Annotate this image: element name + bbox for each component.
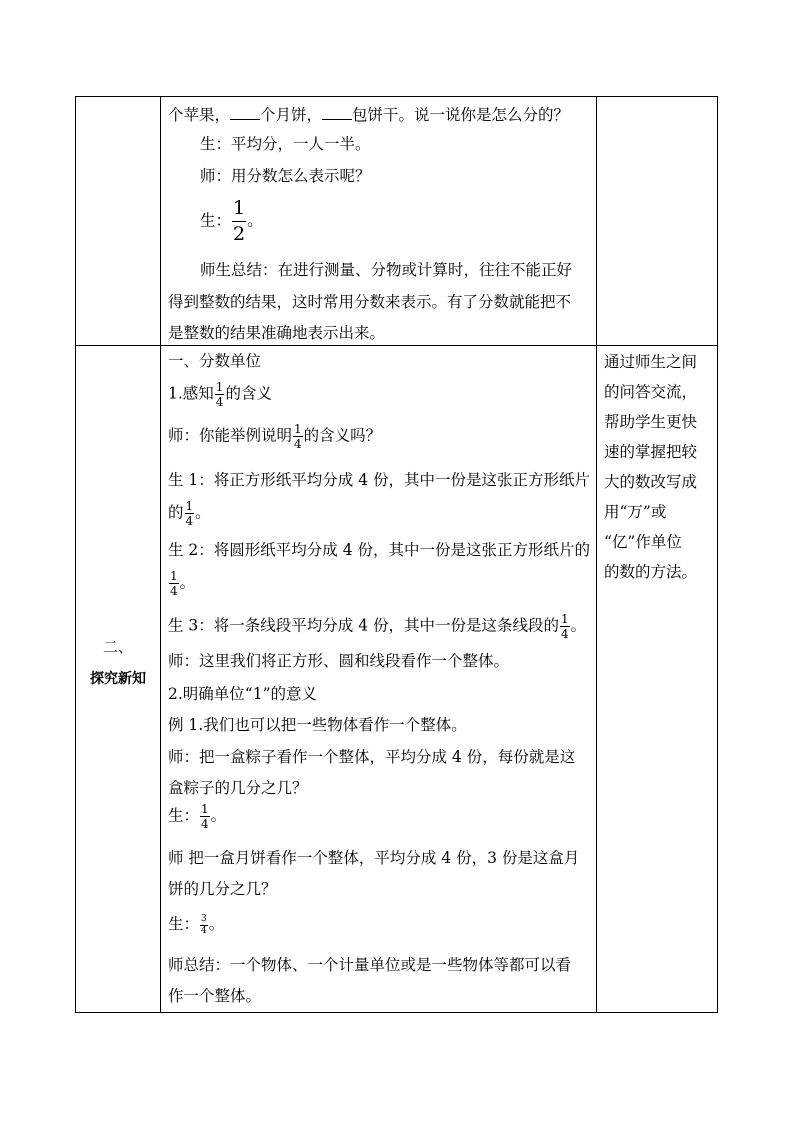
- fill-blank-1: [230, 103, 260, 120]
- fraction-one-quarter: $\frac{1}{4}$: [294, 422, 302, 451]
- lesson-table: [75, 96, 718, 1013]
- line-2: 师：你能举例说明 $\frac{1}{4}$ 的含义吗？: [168, 422, 382, 451]
- line-13: 生： $\frac{1}{4}$ 。: [168, 802, 227, 831]
- line-10: 例 1.我们也可以把一些物体看作一个整体。: [168, 716, 467, 734]
- fraction-three-quarters: $\frac{3}{4}$: [201, 913, 207, 936]
- top-line-4: [200, 199, 263, 244]
- line-15: 饼的几分之几？: [168, 880, 277, 898]
- top-line-5: 师生总结：在进行测量、分物或计算时，往往不能正好: [200, 261, 573, 279]
- text: 。: [247, 211, 263, 230]
- line-8: 师：这里我们将正方形、圆和线段看作一个整体。: [168, 652, 510, 670]
- fraction-one-quarter: $\frac{1}{4}$: [215, 380, 224, 409]
- text: 个月饼，: [260, 106, 323, 124]
- top-line-3: 师：用分数怎么表示呢？: [200, 167, 371, 185]
- line-14: 师 把一盒月饼看作一个整体，平均分成 4 份，3 份是这盒月: [168, 849, 580, 867]
- text: 生：: [200, 211, 232, 230]
- line-1: 1.感知 $\frac{1}{4}$ 的含义: [168, 380, 272, 409]
- text: 个苹果，: [168, 106, 231, 124]
- line-6: $\frac{1}{4}$ 。: [170, 569, 196, 598]
- fill-blank-2: [322, 103, 352, 120]
- fraction-one-half: $\frac{1}{2}$: [233, 197, 246, 245]
- line-4: 的 $\frac{1}{4}$ 。: [168, 499, 211, 528]
- text: 包饼干。说一说你是怎么分的？: [352, 106, 570, 124]
- fraction-one-quarter: $\frac{1}{4}$: [170, 569, 178, 598]
- top-line-2: 生：平均分，一人一半。: [200, 135, 371, 153]
- line-17: 师总结：一个物体、一个计量单位或是一些物体等都可以看: [168, 956, 572, 974]
- col-divider-1: [160, 97, 161, 1012]
- fraction-one-quarter: $\frac{1}{4}$: [561, 612, 569, 641]
- top-line-7: 是整数的结果准确地表示出来。: [168, 324, 386, 342]
- fraction-one-quarter: $\frac{1}{4}$: [185, 499, 194, 528]
- note-line: 通过师生之间: [604, 353, 698, 371]
- line-7: 生 3：将一条线段平均分成 4 份，其中一份是这条线段的 $\frac{1}{4}$ 。: [168, 612, 587, 641]
- heading: 一、分数单位: [168, 352, 262, 370]
- note-line: 帮助学生更快: [604, 413, 698, 431]
- section-label: [76, 637, 160, 689]
- line-9: 2.明确单位“1”的意义: [168, 685, 317, 703]
- teaching-note: [604, 351, 712, 591]
- fraction-one-quarter: $\frac{1}{4}$: [201, 802, 209, 831]
- line-18: 作一个整体。: [168, 987, 262, 1005]
- note-line: 大的数改写成: [604, 473, 698, 491]
- note-line: 的问答交流，: [604, 383, 698, 401]
- line-5: 生 2：将圆形纸平均分成 4 份，其中一份是这张正方形纸片的: [168, 541, 591, 559]
- line-16: 生： $\frac{3}{4}$ 。: [168, 913, 225, 936]
- line-11: 师：把一盒粽子看作一个整体，平均分成 4 份，每份就是这: [168, 748, 576, 766]
- note-line: “亿”作单位: [604, 533, 682, 551]
- note-line: 的数的方法。: [604, 563, 698, 581]
- note-line: 速的掌握把较: [604, 443, 698, 461]
- line-12: 盒粽子的几分之几？: [168, 779, 308, 797]
- col-divider-2: [596, 97, 597, 1012]
- note-line: 用“万”或: [604, 503, 667, 521]
- section-number: 二、: [102, 638, 133, 656]
- top-line-6: 得到整数的结果，这时常用分数来表示。有了分数就能把不: [168, 293, 572, 311]
- top-line-1: [168, 103, 569, 125]
- line-3: 生 1：将正方形纸平均分成 4 份，其中一份是这张正方形纸片: [168, 471, 591, 489]
- row-divider: [76, 345, 717, 346]
- section-title: 探究新知: [90, 671, 146, 687]
